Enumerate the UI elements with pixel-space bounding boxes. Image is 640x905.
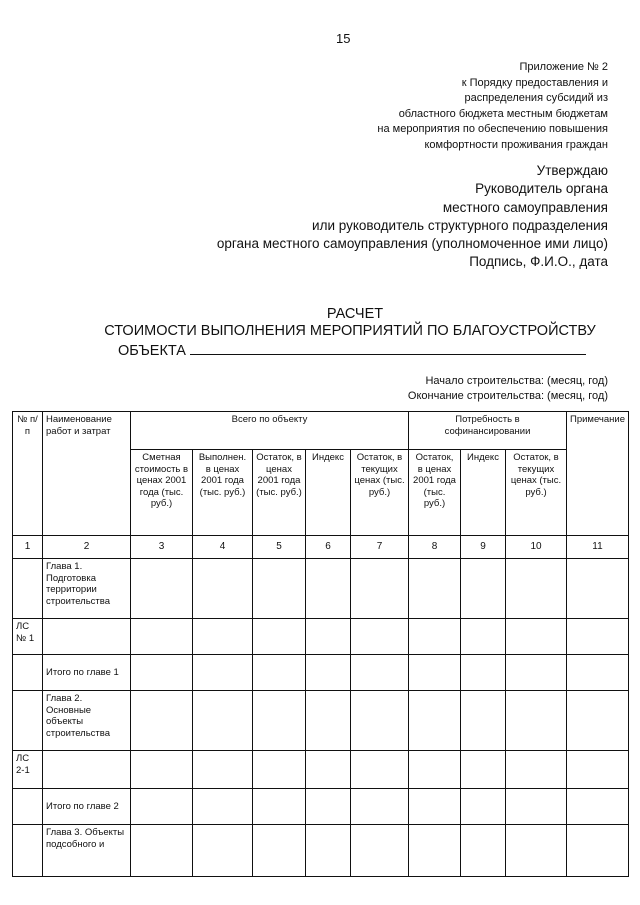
empty-cell (351, 559, 409, 619)
start-date-label: Начало строительства: (месяц, год) (425, 375, 608, 387)
row-name-cell: Итого по главе 1 (43, 655, 131, 691)
title-line-3 (0, 340, 640, 360)
document-title (0, 306, 640, 360)
row-name-cell: Глава 3. Объекты подсобного и (43, 825, 131, 877)
object-label: ОБЪЕКТА (118, 343, 186, 359)
empty-cell (506, 559, 567, 619)
column-number: 9 (461, 536, 506, 559)
column-number: 5 (253, 536, 306, 559)
empty-cell (306, 655, 351, 691)
row-num-cell (13, 559, 43, 619)
table-row (13, 655, 629, 691)
row-name-cell: Глава 2. Основные объекты строительства (43, 691, 131, 751)
empty-cell (306, 619, 351, 655)
empty-cell (253, 655, 306, 691)
empty-cell (306, 691, 351, 751)
empty-cell (131, 655, 193, 691)
row-num-cell: ЛС 2-1 (13, 751, 43, 789)
empty-cell (461, 825, 506, 877)
appendix-line: комфортности проживания граждан (424, 138, 608, 151)
empty-cell (131, 691, 193, 751)
column-number: 11 (567, 536, 629, 559)
empty-cell (193, 619, 253, 655)
row-num-cell (13, 691, 43, 751)
empty-cell (306, 751, 351, 789)
empty-cell (253, 825, 306, 877)
column-number: 6 (306, 536, 351, 559)
title-line-1: РАСЧЕТ (326, 306, 384, 322)
empty-cell (567, 655, 629, 691)
column-number: 4 (193, 536, 253, 559)
row-name-cell: Итого по главе 2 (43, 789, 131, 825)
header-total-group: Всего по объекту (131, 412, 409, 450)
table-row (13, 751, 629, 789)
table-row (13, 619, 629, 655)
row-num-cell (13, 789, 43, 825)
object-name-field (190, 340, 586, 355)
column-number: 10 (506, 536, 567, 559)
column-number: 2 (43, 536, 131, 559)
empty-cell (461, 751, 506, 789)
appendix-line: на мероприятия по обеспечению повышения (377, 123, 608, 135)
row-name-cell: Глава 1. Подготовка территории строительства (43, 559, 131, 619)
approval-line: местного самоуправления (442, 199, 608, 215)
empty-cell (253, 691, 306, 751)
approval-line: Подпись, Ф.И.О., дата (469, 254, 608, 270)
table-row (13, 789, 629, 825)
appendix-note (377, 60, 608, 153)
table-row (13, 691, 629, 751)
subheader-cell: Остаток, в текущих ценах (тыс. руб.) (351, 450, 409, 536)
subheader-cell: Остаток, в ценах 2001 года (тыс. руб.) (409, 450, 461, 536)
empty-cell (253, 789, 306, 825)
empty-cell (306, 825, 351, 877)
empty-cell (253, 619, 306, 655)
empty-cell (351, 825, 409, 877)
empty-cell (253, 751, 306, 789)
empty-cell (506, 691, 567, 751)
empty-cell (567, 751, 629, 789)
row-name-cell (43, 751, 131, 789)
empty-cell (193, 559, 253, 619)
empty-cell (193, 655, 253, 691)
empty-cell (409, 655, 461, 691)
cost-table (12, 411, 629, 877)
approval-block (217, 162, 608, 272)
subheader-cell: Остаток, в ценах 2001 года (тыс. руб.) (253, 450, 306, 536)
approval-line: органа местного самоуправления (уполномоченное ими лицо) (216, 236, 608, 252)
empty-cell (409, 751, 461, 789)
empty-cell (131, 751, 193, 789)
empty-cell (506, 825, 567, 877)
empty-cell (461, 691, 506, 751)
header-name: Наименование работ и затрат (43, 412, 131, 536)
empty-cell (193, 789, 253, 825)
row-name-cell (43, 619, 131, 655)
construction-dates (408, 374, 608, 404)
row-num-cell (13, 655, 43, 691)
empty-cell (351, 751, 409, 789)
empty-cell (567, 825, 629, 877)
empty-cell (409, 619, 461, 655)
approval-line: Утверждаю (536, 163, 608, 178)
row-num-cell (13, 825, 43, 877)
title-line-2: СТОИМОСТИ ВЫПОЛНЕНИЯ МЕРОПРИЯТИЙ ПО БЛАГОУСТРОЙСТВУ (104, 323, 596, 339)
column-number-row (13, 536, 629, 559)
empty-cell (193, 691, 253, 751)
empty-cell (461, 559, 506, 619)
empty-cell (461, 619, 506, 655)
appendix-line: к Порядку предоставления и (461, 76, 608, 89)
empty-cell (131, 789, 193, 825)
empty-cell (461, 789, 506, 825)
table-header-row (13, 412, 629, 450)
empty-cell (306, 559, 351, 619)
appendix-line: областного бюджета местным бюджетам (398, 107, 608, 120)
empty-cell (131, 619, 193, 655)
empty-cell (506, 789, 567, 825)
column-number: 1 (13, 536, 43, 559)
header-num: № п/п (13, 412, 43, 536)
page-number: 15 (336, 31, 351, 46)
subheader-cell: Сметная стоимость в ценах 2001 года (тыс. руб.) (131, 450, 193, 536)
header-cofinancing-group: Потребность в софинансировании (409, 412, 567, 450)
empty-cell (409, 789, 461, 825)
column-number: 8 (409, 536, 461, 559)
empty-cell (567, 559, 629, 619)
empty-cell (351, 655, 409, 691)
empty-cell (193, 751, 253, 789)
empty-cell (351, 789, 409, 825)
empty-cell (506, 619, 567, 655)
empty-cell (351, 619, 409, 655)
empty-cell (409, 825, 461, 877)
empty-cell (506, 751, 567, 789)
empty-cell (253, 559, 306, 619)
empty-cell (193, 825, 253, 877)
appendix-line: распределения субсидий из (464, 92, 608, 104)
table-row (13, 559, 629, 619)
empty-cell (461, 655, 506, 691)
table-row (13, 825, 629, 877)
subheader-cell: Индекс (306, 450, 351, 536)
empty-cell (567, 691, 629, 751)
subheader-cell: Выполнен. в ценах 2001 года (тыс. руб.) (193, 450, 253, 536)
column-number: 7 (351, 536, 409, 559)
approval-line: или руководитель структурного подразделения (312, 217, 608, 233)
subheader-cell: Индекс (461, 450, 506, 536)
appendix-line: Приложение № 2 (519, 61, 608, 73)
empty-cell (351, 691, 409, 751)
empty-cell (306, 789, 351, 825)
empty-cell (131, 559, 193, 619)
empty-cell (409, 691, 461, 751)
row-num-cell: ЛС № 1 (13, 619, 43, 655)
empty-cell (131, 825, 193, 877)
empty-cell (567, 619, 629, 655)
empty-cell (409, 559, 461, 619)
empty-cell (506, 655, 567, 691)
subheader-cell: Остаток, в текущих ценах (тыс. руб.) (506, 450, 567, 536)
header-note: Примечание (567, 412, 629, 536)
empty-cell (567, 789, 629, 825)
approval-line: Руководитель органа (475, 181, 608, 197)
end-date-label: Окончание строительства: (месяц, год) (407, 390, 608, 402)
column-number: 3 (131, 536, 193, 559)
